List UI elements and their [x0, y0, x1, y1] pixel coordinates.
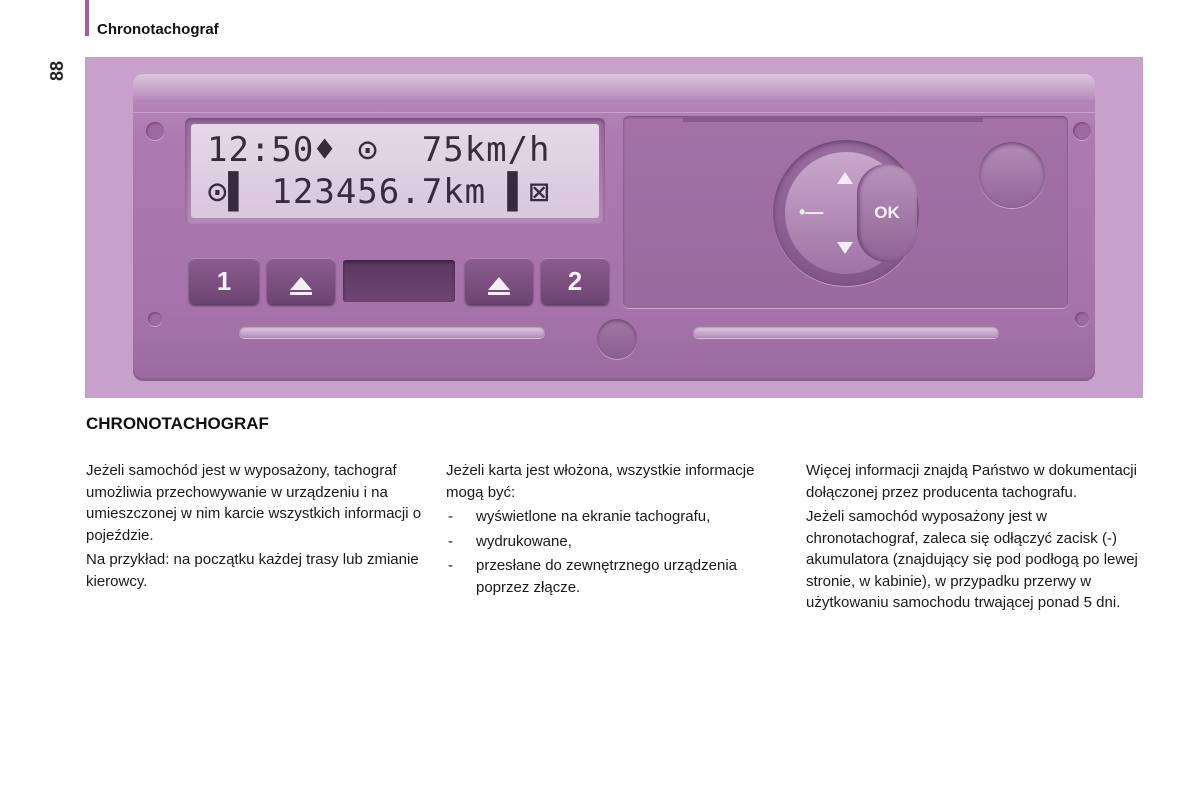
- display-frame: [185, 118, 605, 224]
- driver-1-button[interactable]: 1: [189, 258, 259, 304]
- driver-2-button[interactable]: 2: [541, 258, 609, 304]
- paragraph: Jeżeli samochód jest w wyposażony, tachograf umożliwia przechowywanie w urządzeniu i na umieszczonej w nim karcie wszystkich informacji o pojeździe.: [86, 462, 422, 544]
- paragraph: Więcej informacji znajdą Państwo w dokumentacji dołączonej przez producenta tachografu.: [806, 462, 1137, 501]
- paragraph: Jeżeli karta jest włożona, wszystkie informacje mogą być:: [446, 462, 755, 501]
- display-line-time-speed: 12:50♦ ⊙ 75km/h: [207, 130, 551, 170]
- eject-icon: [488, 277, 510, 290]
- control-panel: [623, 116, 1068, 308]
- section-title: CHRONOTACHOGRAF: [86, 414, 269, 433]
- tachograph-device: [133, 74, 1095, 381]
- tachograph-illustration: [85, 57, 1143, 398]
- text-column-2: [446, 460, 786, 601]
- card-slot-2[interactable]: [693, 326, 999, 338]
- screw-icon: [148, 312, 162, 326]
- screw-icon: [1075, 312, 1089, 326]
- ok-button[interactable]: OK: [857, 164, 917, 262]
- paragraph: Jeżeli samochód wyposażony jest w chronotachograf, zaleca się odłączyć zacisk (-) akumulatora (znajdujący się pod podłogą po lewej stronie, w kabinie), w przypadku przerwy w użytkowaniu samochodu trwającej ponad 5 dni.: [806, 508, 1138, 611]
- eject-icon: [290, 277, 312, 290]
- running-header: Chronotachograf: [97, 21, 219, 38]
- list-item: - wyświetlone na ekranie tachografu,: [446, 506, 786, 528]
- round-dial[interactable]: [979, 142, 1045, 208]
- display-line-odometer: ⊙▌ 123456.7km ▌⊠: [207, 172, 551, 212]
- text-column-1: [86, 460, 426, 595]
- lcd-display: [191, 124, 599, 218]
- header-accent-bar: [85, 0, 89, 36]
- text-column-3: [806, 460, 1146, 617]
- card-button-row: [189, 258, 613, 308]
- list-item: - wydrukowane,: [446, 531, 786, 553]
- screw-icon: [1073, 122, 1091, 140]
- card-slot-1[interactable]: [239, 326, 545, 338]
- eject-card-2-button[interactable]: [465, 258, 533, 304]
- paragraph: Na przykład: na początku każdej trasy lub zmianie kierowcy.: [86, 551, 419, 590]
- list-item: - przesłane do zewnętrznego urządzenia poprzez złącze.: [446, 555, 786, 598]
- connector-knob[interactable]: [597, 319, 637, 359]
- page-number: 88: [47, 60, 67, 82]
- navigation-pad[interactable]: [773, 140, 919, 286]
- device-edge-line: [133, 112, 1095, 113]
- screw-icon: [146, 122, 164, 140]
- bullet-list: [446, 506, 786, 598]
- device-top-band: [133, 74, 1095, 100]
- panel-groove: [683, 116, 983, 122]
- printer-window: [343, 260, 455, 302]
- arrow-down-icon[interactable]: [837, 242, 853, 254]
- eject-card-1-button[interactable]: [267, 258, 335, 304]
- back-arrow-icon[interactable]: •—: [799, 202, 824, 222]
- arrow-up-icon[interactable]: [837, 172, 853, 184]
